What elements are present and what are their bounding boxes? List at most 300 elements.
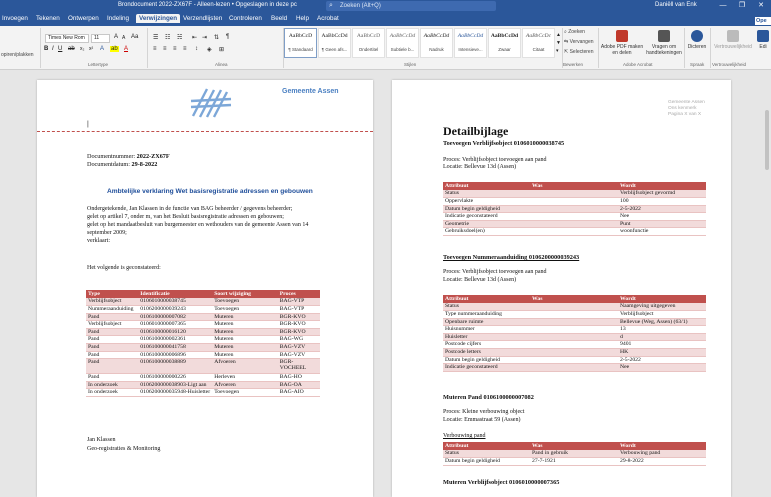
table-cell: Pand [86, 351, 138, 359]
editor-icon [757, 30, 769, 42]
underline-icon[interactable]: U [58, 46, 63, 52]
header-page-number: Pagina X van X [668, 112, 702, 117]
style-preview: AaBbCcDd [389, 33, 416, 39]
style-preview: AaBbCcDd [321, 33, 348, 39]
table-cell [530, 364, 618, 372]
table-row [443, 213, 706, 221]
bullets-icon[interactable]: ☰ [153, 35, 159, 41]
section-title: Toevoegen Nummeraanduiding 0106200000039243 [443, 254, 580, 261]
table-cell [530, 205, 618, 213]
column-header: Wordt [618, 442, 706, 450]
table-cell [530, 213, 618, 221]
editor-button[interactable] [755, 30, 771, 50]
table-cell: Verblijfsobject [86, 298, 138, 306]
table-cell: Nummeraanduiding [86, 306, 138, 314]
document-date [87, 161, 157, 168]
style-preview: AaBbCcDd [457, 33, 484, 39]
document-number [87, 153, 170, 160]
document-date-value: 29-8-2022 [131, 161, 158, 168]
table-cell: 100 [618, 198, 706, 206]
table-cell: BGR-KVO [278, 321, 320, 329]
bold-icon[interactable]: B [44, 46, 49, 52]
paragraph-line: verklaart: [87, 238, 110, 244]
section-location: Locatie: Emmastraat 59 (Assen) [443, 417, 521, 423]
header-org: Gemeente Assen [668, 100, 705, 105]
table-cell [530, 311, 618, 319]
find-button[interactable] [564, 29, 585, 35]
table-header-row [443, 182, 706, 190]
style-name: ¶ Standaard [288, 47, 313, 52]
table-cell: Status [443, 303, 530, 311]
table-cell: Type nummeraanduiding [443, 311, 530, 319]
select-label: Selecteren [569, 49, 594, 55]
tab-beeld[interactable]: Beeld [271, 15, 288, 22]
table-cell [530, 349, 618, 357]
text-cursor: | [87, 121, 89, 128]
table-cell: Pand [86, 313, 138, 321]
table-cell: BAG-VTP [278, 306, 320, 314]
tab-acrobat[interactable]: Acrobat [317, 15, 339, 22]
table-cell [530, 228, 618, 236]
table-cell: Nee [618, 364, 706, 372]
font-size-select[interactable]: 11 [91, 34, 110, 43]
style-citaat[interactable] [522, 28, 555, 58]
page-heading: Ambtelijke verklaring Wet basisregistratie adressen en gebouwen [107, 188, 313, 195]
detail-table-1 [443, 182, 706, 236]
paragraph-line: Ondergetekende, Jan Klassen in de functie van BAG beheerder / gegevens beheerder; [87, 206, 293, 212]
table-cell: Punt [618, 220, 706, 228]
table-cell [530, 190, 618, 198]
column-header: Was [530, 442, 618, 450]
tab-verwijzingen[interactable]: Verwijzingen [136, 14, 180, 23]
table-cell: Pand [86, 344, 138, 352]
table-row [443, 458, 706, 466]
table-cell [530, 220, 618, 228]
table-cell: d [618, 333, 706, 341]
table-cell: Gebruiksdoel(en) [443, 228, 530, 236]
table-cell: In onderzoek [86, 381, 138, 389]
table-cell: 0106200000038903-Ligt aan [138, 381, 212, 389]
separator [710, 28, 711, 68]
table-cell: 9401 [618, 341, 706, 349]
table-cell: 0106100000038889 [138, 359, 212, 374]
select-icon: ⇱ [564, 49, 569, 55]
numbering-icon[interactable]: ☷ [165, 35, 171, 41]
table-row [86, 321, 320, 329]
adobe-group-label: Adobe Acrobat [623, 62, 653, 67]
column-header: Attribuut [443, 295, 530, 303]
adobe-sign-button[interactable] [644, 30, 684, 56]
section-title: Muteren Pand 0106100000007082 [443, 394, 534, 401]
document-page-2[interactable] [392, 80, 731, 497]
header-reference: Ons kenmerk [668, 106, 697, 111]
table-row [443, 311, 706, 319]
table-cell: Muteren [212, 336, 277, 344]
table-cell: 0106010000038745 [138, 298, 212, 306]
replace-button[interactable] [564, 39, 594, 45]
style-preview: AaBbCcD [356, 33, 381, 39]
table-cell: Bellevue (Weg, Assen) (63/1) [618, 318, 706, 326]
table-row [443, 364, 706, 372]
style-name: Zwaar [498, 47, 511, 52]
table-row [443, 326, 706, 334]
multilevel-list-icon[interactable]: ☵ [177, 35, 183, 41]
table-cell: 0106100000041758 [138, 344, 212, 352]
section-process: Proces: Verblijfsobject toevoegen aan pand [443, 269, 547, 275]
table-cell: HK [618, 349, 706, 357]
table-cell: Afvoeren [212, 359, 277, 374]
table-cell: 0106100000007082 [138, 313, 212, 321]
separator [598, 28, 599, 68]
minimize-icon[interactable]: — [719, 2, 727, 9]
dictate-label: Dicteren [687, 44, 707, 50]
table-row [86, 306, 320, 314]
table-cell: Verbouwing pand [618, 450, 706, 458]
table-cell: 27-7-1921 [530, 458, 618, 466]
table-cell: Toevoegen [212, 389, 277, 397]
tab-verzendlijsten[interactable]: Verzendlijsten [183, 15, 223, 22]
signature-icon [658, 30, 670, 42]
table-header-row [443, 295, 706, 303]
page-title: Detailbijlage [443, 124, 509, 138]
table-cell: Datum begin geldigheid [443, 356, 530, 364]
gemeente-logo [189, 86, 233, 120]
microphone-icon [691, 30, 703, 42]
paragraph-line: september 2009; [87, 230, 127, 236]
style-preview: AaBbCcD [288, 33, 313, 39]
superscript-icon[interactable]: x² [89, 46, 94, 52]
editor-label: Edi [759, 44, 767, 50]
table-row [443, 318, 706, 326]
table-row [86, 351, 320, 359]
styles-more-icon[interactable]: ▾ [556, 48, 559, 54]
find-label: Zoeken [568, 29, 585, 35]
subscript-icon[interactable]: x₂ [80, 46, 85, 52]
table-cell: Toevoegen [212, 298, 277, 306]
subsection-title: Verbouwing pand [443, 433, 486, 439]
highlight-icon[interactable]: ab [111, 46, 118, 52]
table-header-row [443, 442, 706, 450]
table-cell: Pand [86, 328, 138, 336]
table-intro: Het volgende is geconstateerd: [87, 265, 161, 271]
sensitivity-button[interactable] [712, 30, 754, 50]
shading-icon[interactable]: ◈ [207, 47, 212, 53]
style-name: Subtiele b... [390, 47, 415, 52]
style-preview: AaBbCcDd [490, 33, 519, 39]
section-location: Locatie: Bellevue 13d (Assen) [443, 277, 517, 283]
table-cell: BAG-AIO [278, 389, 320, 397]
tab-tekenen[interactable]: Tekenen [36, 15, 60, 22]
column-header: Soort wijziging [212, 290, 277, 298]
text-effects-icon[interactable]: A [100, 46, 105, 52]
tab-invoegen[interactable]: Invoegen [2, 15, 28, 22]
table-row [443, 220, 706, 228]
style-geen-afstand[interactable] [318, 28, 351, 58]
column-header: Was [530, 295, 618, 303]
table-cell: Afvoeren [212, 381, 277, 389]
table-cell [530, 333, 618, 341]
table-row [443, 205, 706, 213]
table-cell: Indicatie geconstateerd [443, 213, 530, 221]
select-button[interactable] [564, 49, 594, 55]
table-cell: Pand [86, 336, 138, 344]
table-cell: Oppervlakte [443, 198, 530, 206]
tab-indeling[interactable]: Indeling [107, 15, 130, 22]
table-row [86, 328, 320, 336]
case-icon[interactable]: Aa [131, 34, 139, 40]
tab-help[interactable]: Help [296, 15, 309, 22]
table-cell: Postcode letters [443, 349, 530, 357]
table-cell: Verblijfsobject gevormd [618, 190, 706, 198]
table-cell: In onderzoek [86, 389, 138, 397]
table-row [443, 190, 706, 198]
table-row [86, 298, 320, 306]
increase-indent-icon[interactable]: ⇥ [202, 35, 208, 41]
separator [40, 28, 41, 68]
grow-font-icon[interactable]: A [114, 34, 119, 40]
table-cell: Geometrie [443, 220, 530, 228]
table-row [443, 303, 706, 311]
table-cell: Status [443, 450, 530, 458]
column-header: Wordt [618, 295, 706, 303]
styles-scroll-up-icon[interactable]: ▲ [556, 32, 561, 38]
table-row [443, 450, 706, 458]
table-row [86, 374, 320, 382]
table-row [443, 341, 706, 349]
styles-group-label: Stijlen [404, 62, 417, 67]
paragraph-group-label: Alinea [215, 62, 228, 67]
justify-icon[interactable]: ≡ [183, 46, 187, 52]
table-cell: Postcode cijfers [443, 341, 530, 349]
document-number-value: 2022-ZX67F [136, 153, 170, 160]
table-row [86, 336, 320, 344]
tab-controleren[interactable]: Controleren [229, 15, 262, 22]
table-cell: Indicatie geconstateerd [443, 364, 530, 372]
table-cell: 13 [618, 326, 706, 334]
search-box[interactable] [326, 1, 496, 11]
column-header: Identificatie [138, 290, 212, 298]
table-row [443, 228, 706, 236]
table-cell: 0106100000002361 [138, 336, 212, 344]
sensitivity-icon [727, 30, 739, 42]
ribbon-tabs [0, 12, 771, 26]
table-cell [530, 318, 618, 326]
ribbon [0, 26, 771, 70]
organization-name: Gemeente Assen [282, 88, 339, 95]
detail-table-3 [443, 442, 706, 466]
dictate-button[interactable] [686, 30, 708, 50]
strikethrough-icon[interactable]: ab [68, 46, 75, 52]
open-button[interactable]: Ope [755, 17, 771, 25]
table-cell: BAG-VZV [278, 344, 320, 352]
style-zwaar[interactable] [488, 28, 521, 58]
table-cell: Verblijfsobject [618, 311, 706, 319]
document-page-1[interactable] [37, 80, 373, 497]
style-name: Ondertitel [358, 47, 379, 52]
maximize-icon[interactable]: ❐ [738, 2, 746, 9]
scrollbar-thumb[interactable] [765, 110, 769, 170]
signature-name: Jan Klassen [87, 437, 116, 443]
column-header: Type [86, 290, 138, 298]
adobe-create-pdf-button[interactable] [600, 30, 644, 56]
table-cell: 0106010000007365 [138, 321, 212, 329]
table-cell: BAG-WG [278, 336, 320, 344]
table-cell: Muteren [212, 344, 277, 352]
table-cell: 0106200000035948-Huisletter [138, 389, 212, 397]
section-title: Toevoegen Verblijfsobject 0106010000038745 [443, 140, 565, 147]
column-header: Wordt [618, 182, 706, 190]
table-cell: BAG-VZV [278, 351, 320, 359]
column-header: Was [530, 182, 618, 190]
sensitivity-label: Vertrouwelijkheid [714, 44, 752, 50]
section-title: Muteren Verblijfsobject 0106010000007365 [443, 479, 560, 486]
table-cell: Muteren [212, 313, 277, 321]
table-row [86, 389, 320, 397]
replace-icon: ⇆ [564, 39, 569, 45]
changes-table [86, 290, 320, 397]
column-header: Attribuut [443, 182, 530, 190]
align-right-icon[interactable]: ≡ [173, 46, 177, 52]
table-cell: Muteren [212, 351, 277, 359]
table-cell: Herleven [212, 374, 277, 382]
table-cell: BAG-HO [278, 374, 320, 382]
table-row [443, 198, 706, 206]
table-cell: Pand [86, 374, 138, 382]
table-cell [530, 326, 618, 334]
table-row [86, 359, 320, 374]
table-row [86, 313, 320, 321]
column-header: Attribuut [443, 442, 530, 450]
styles-scroll-down-icon[interactable]: ▼ [556, 40, 561, 46]
table-row [86, 381, 320, 389]
search-icon: ⌕ [564, 29, 567, 35]
style-name: Nadruk [429, 47, 444, 52]
table-row [443, 333, 706, 341]
adobe-create-label: Adobe PDF maken en delen [600, 44, 644, 56]
replace-label: Vervangen [569, 39, 594, 45]
align-center-icon[interactable]: ≡ [163, 46, 167, 52]
table-cell: Muteren [212, 321, 277, 329]
table-cell: Pand in gebruik [530, 450, 618, 458]
sensitivity-group-label: Vertrouwelijkheid [712, 62, 747, 67]
document-number-label: Documentnummer: [87, 153, 136, 160]
table-cell: 2-5-2022 [618, 205, 706, 213]
shrink-font-icon[interactable]: A [122, 35, 126, 41]
style-intensieve-benadrukking[interactable] [454, 28, 487, 58]
editing-group-label: Bewerken [563, 62, 584, 67]
section-process: Proces: Verblijfsobject toevoegen aan pand [443, 157, 547, 163]
table-row [443, 349, 706, 357]
table-cell: 0106200000039243 [138, 306, 212, 314]
title-bar [0, 0, 771, 12]
table-cell: BGR-VOCHEEL [278, 359, 320, 374]
table-cell: Muteren [212, 328, 277, 336]
table-header-row [86, 290, 320, 298]
style-name: Intensieve... [458, 47, 483, 52]
style-preview: AaBbCcDd [423, 33, 450, 39]
table-cell: woonfunctie [618, 228, 706, 236]
table-cell: Datum begin geldigheid [443, 458, 530, 466]
font-group-label: Lettertype [88, 62, 109, 67]
document-date-label: Documentdatum: [87, 161, 130, 168]
column-header: Proces [278, 290, 320, 298]
adobe-pdf-icon [616, 30, 628, 42]
separator [147, 28, 148, 68]
table-cell [530, 341, 618, 349]
table-cell: 0106100000016120 [138, 328, 212, 336]
style-ondertitel[interactable] [352, 28, 385, 58]
tab-ontwerpen[interactable]: Ontwerpen [68, 15, 99, 22]
close-icon[interactable]: ✕ [758, 2, 764, 9]
borders-icon[interactable]: ⊞ [219, 47, 225, 53]
user-name[interactable]: Daniëll van Enk [655, 2, 697, 8]
style-standaard[interactable] [284, 28, 317, 58]
vertical-scrollbar[interactable] [763, 70, 771, 497]
clipboard-label: opiren/plakken [1, 52, 34, 58]
style-name: ¶ Geen afs... [321, 47, 348, 52]
document-title: Brondocument 2022-ZX67F - Alleen-lezen • Opgeslagen in deze pc [118, 2, 297, 8]
table-cell: BAG-VTP [278, 298, 320, 306]
table-cell [530, 198, 618, 206]
signature-department: Geo-registraties & Monitoring [87, 446, 161, 452]
table-cell: 29-8-2022 [618, 458, 706, 466]
table-cell: Nee [618, 213, 706, 221]
table-cell: Datum begin geldigheid [443, 205, 530, 213]
table-cell: Status [443, 190, 530, 198]
section-location: Locatie: Bellevue 13d (Assen) [443, 164, 517, 170]
table-cell: Toevoegen [212, 306, 277, 314]
line-spacing-icon[interactable]: ↕ [195, 46, 198, 52]
table-cell: Huisnummer [443, 326, 530, 334]
table-cell: 0106100000000226 [138, 374, 212, 382]
header-divider [37, 131, 373, 132]
table-cell: BGR-KVO [278, 313, 320, 321]
table-cell: 2-5-2022 [618, 356, 706, 364]
style-name: Citaat [532, 47, 545, 52]
detail-table-2 [443, 295, 706, 372]
table-cell: Pand [86, 359, 138, 374]
pilcrow-icon[interactable]: ¶ [226, 34, 230, 40]
table-cell: Verblijfsobject [86, 321, 138, 329]
style-preview: AaBbCcDc [525, 33, 552, 39]
font-color-icon[interactable]: A [124, 46, 129, 52]
table-cell: BGR-KVO [278, 328, 320, 336]
decrease-indent-icon[interactable]: ⇤ [192, 35, 198, 41]
search-icon: ⌕ [329, 2, 333, 9]
table-cell: Naamgeving uitgegeven [618, 303, 706, 311]
table-row [86, 344, 320, 352]
table-cell: Openbare ruimte [443, 318, 530, 326]
table-cell [530, 303, 618, 311]
align-left-icon[interactable]: ≡ [153, 46, 157, 52]
separator [684, 28, 685, 68]
table-row [443, 356, 706, 364]
table-cell [530, 356, 618, 364]
font-name-select[interactable]: Times New Rom [45, 34, 89, 43]
paragraph-line: gelet op artikel 7, onder m, van het Besluit basisregistratie adressen en gebouwen; [87, 214, 284, 220]
adobe-sign-label: Vragen om handtekeningen [646, 44, 682, 56]
search-placeholder: Zoeken (Alt+Q) [340, 3, 381, 9]
voice-group-label: Spraak [690, 62, 705, 67]
paragraph-line: gelet op het mandaatbesluit van burgemeester en wethouders van de gemeente Assen van 14 [87, 222, 309, 228]
style-nadruk[interactable] [420, 28, 453, 58]
table-cell: BAG-OA [278, 381, 320, 389]
italic-icon[interactable]: I [52, 46, 54, 52]
style-subtiele-benadrukking[interactable] [386, 28, 419, 58]
section-process: Proces: Kleine verbouwing object [443, 409, 525, 415]
sort-icon[interactable]: ⇅ [214, 35, 220, 41]
table-cell: Huisletter [443, 333, 530, 341]
